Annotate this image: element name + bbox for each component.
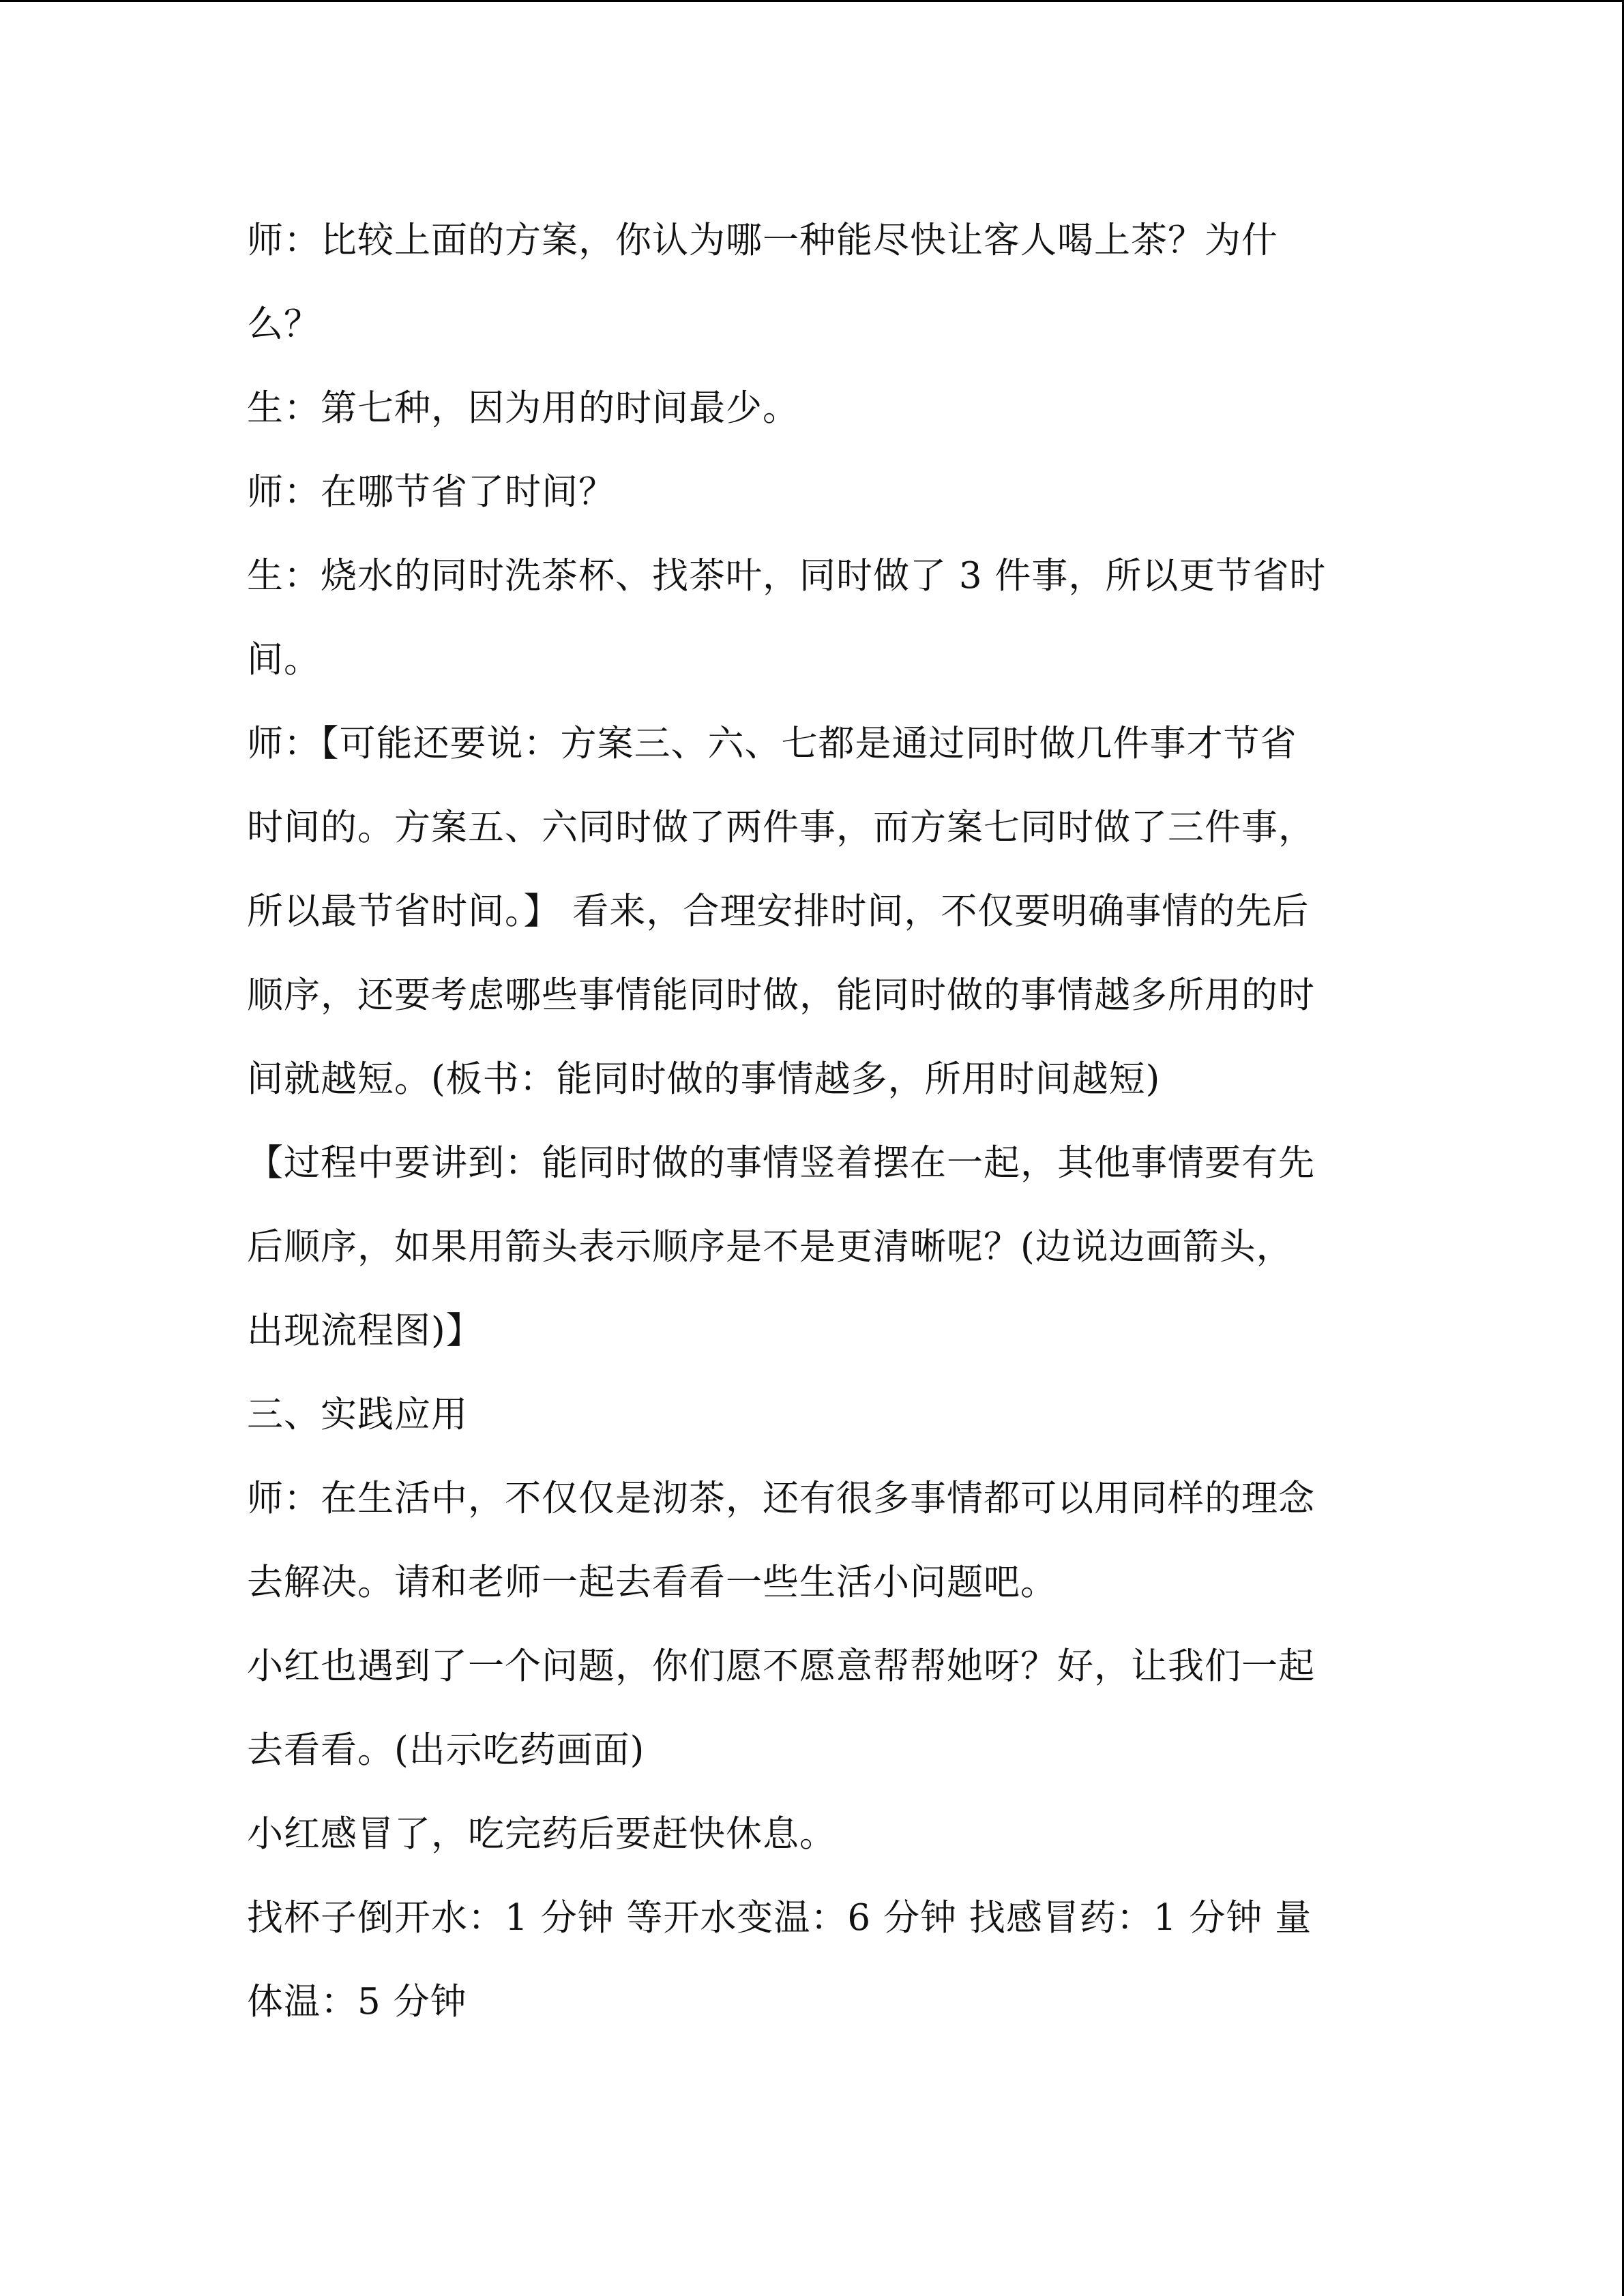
text-line-20: 小红感冒了，吃完药后要赶快休息。 (247, 1813, 836, 1855)
text-line-9: 所以最节省时间。】 看来，合理安排时间，不仅要明确事情的先后 (247, 891, 1310, 932)
text-line-18: 小红也遇到了一个问题，你们愿不愿意帮帮她呀？好，让我们一起 (247, 1645, 1315, 1687)
text-line-8: 时间的。方案五、六同时做了两件事，而方案七同时做了三件事， (247, 807, 1315, 848)
text-line-1: 师：比较上面的方案，你认为哪一种能尽快让客人喝上茶？为什 (247, 220, 1278, 261)
text-line-10: 顺序，还要考虑哪些事情能同时做，能同时做的事情越多所用的时 (247, 974, 1315, 1016)
text-line-4: 师：在哪节省了时间？ (247, 471, 615, 513)
text-line-12: 【过程中要讲到：能同时做的事情竖着摆在一起，其他事情要有先 (247, 1142, 1315, 1184)
section-heading: 三、实践应用 (247, 1394, 468, 1435)
text-line-6: 间。 (247, 639, 321, 681)
text-line-16: 师：在生活中，不仅仅是沏茶，还有很多事情都可以用同样的理念 (247, 1478, 1315, 1519)
text-line-5: 生：烧水的同时洗茶杯、找茶叶，同时做了 3 件事，所以更节省时 (247, 555, 1327, 597)
document-body (247, 198, 1372, 2044)
text-line-17: 去解决。请和老师一起去看看一些生活小问题吧。 (247, 1562, 1057, 1603)
text-line-3: 生：第七种，因为用的时间最少。 (247, 387, 799, 429)
text-line-22: 体温：5 分钟 (247, 1981, 467, 2023)
text-line-11: 间就越短。(板书：能同时做的事情越多，所用时间越短) (247, 1058, 1161, 1100)
text-line-14: 出现流程图)】 (247, 1310, 483, 1352)
text-line-13: 后顺序，如果用箭头表示顺序是不是更清晰呢？(边说边画箭头， (247, 1226, 1293, 1268)
text-line-2: 么？ (247, 303, 321, 345)
text-line-19: 去看看。(出示吃药画面) (247, 1729, 645, 1771)
text-line-7: 师：【可能还要说：方案三、六、七都是通过同时做几件事才节省 (247, 723, 1297, 764)
text-line-21: 找杯子倒开水：1 分钟 等开水变温：6 分钟 找感冒药：1 分钟 量 (247, 1897, 1312, 1939)
